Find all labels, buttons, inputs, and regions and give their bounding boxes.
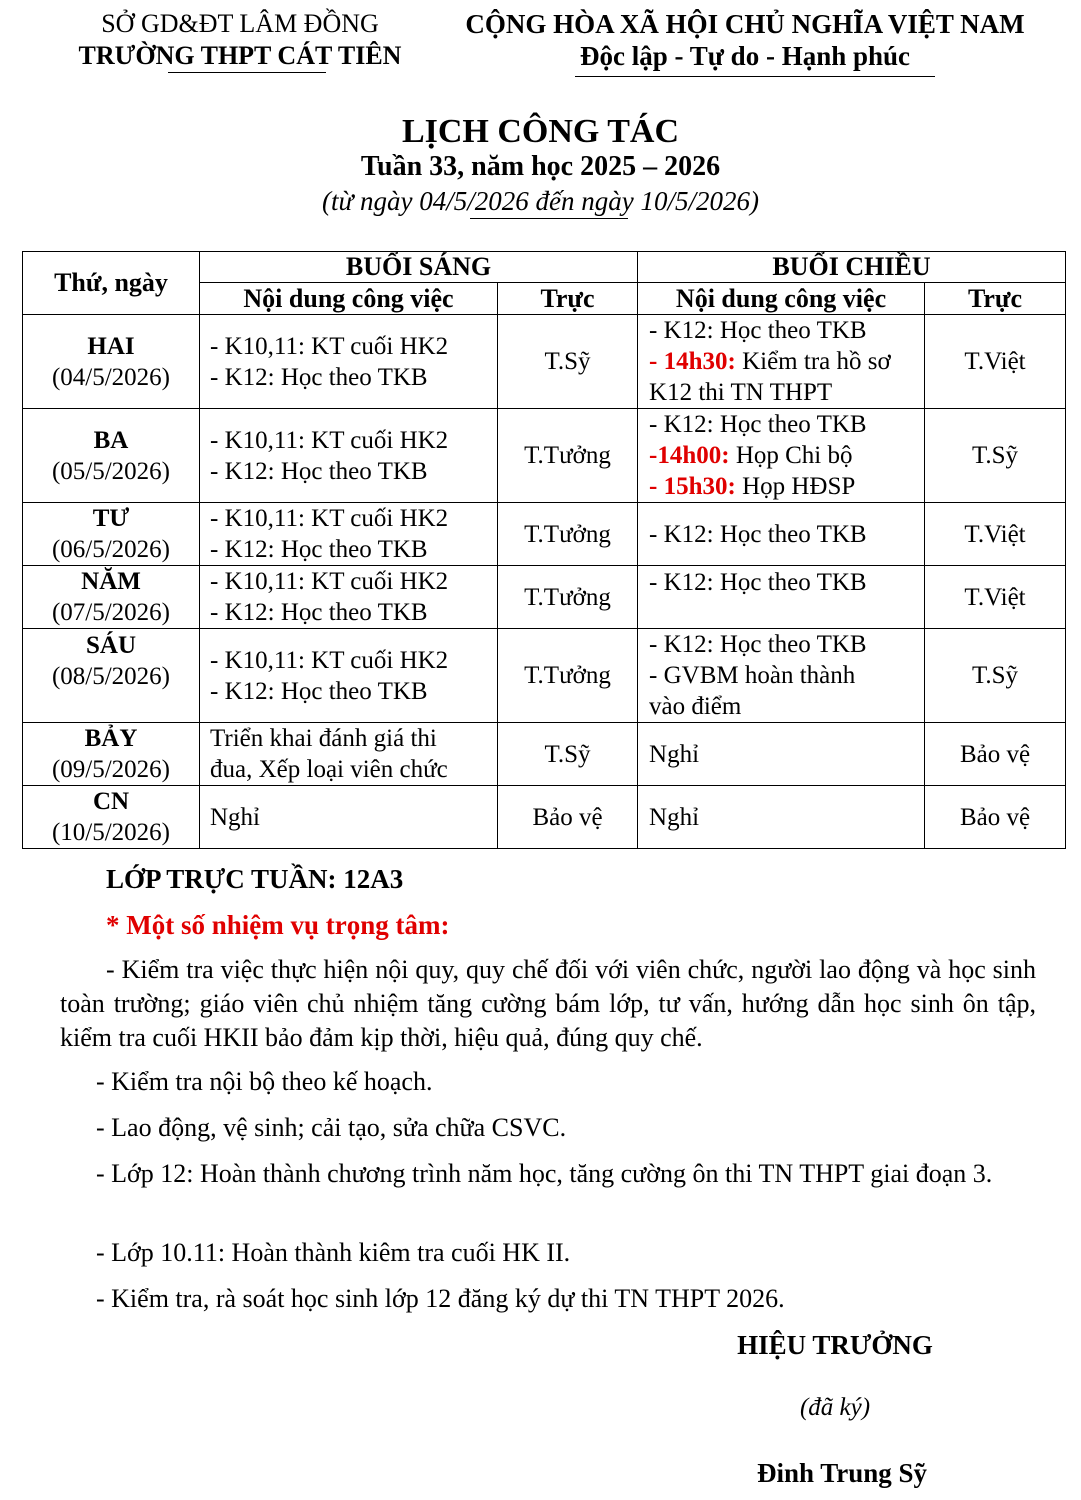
- national-motto: [440, 8, 1050, 72]
- column-header-afternoon: BUỔI CHIỀU: [638, 252, 1066, 283]
- time-highlight: -14h00:: [649, 442, 730, 469]
- afternoon-task: [649, 629, 924, 660]
- afternoon-duty-cell: Bảo vệ: [925, 723, 1066, 786]
- task-item: - Lao động, vệ sinh; cải tạo, sửa chữa CSVC.: [96, 1113, 567, 1142]
- school-name-underline: [168, 72, 326, 73]
- afternoon-duty-cell: T.Việt: [925, 566, 1066, 629]
- table-row: [23, 629, 1066, 723]
- morning-task: - K12: Học theo TKB: [210, 677, 428, 705]
- task-text: Nghỉ: [649, 740, 700, 768]
- morning-content-cell: [200, 629, 498, 723]
- time-highlight: - 15h30:: [649, 473, 736, 500]
- table-row: [23, 566, 1066, 629]
- morning-duty-cell: Bảo vệ: [498, 786, 638, 849]
- task-text: - K12: Học theo TKB: [649, 520, 867, 548]
- task-item: - Lớp 12: Hoàn thành chương trình năm học, tăng cường ôn thi TN THPT giai đoạn 3.: [96, 1159, 993, 1188]
- task-item: - Lớp 10.11: Hoàn thành kiêm tra cuối HK II.: [96, 1238, 571, 1267]
- task-text: - K12: Học theo TKB: [649, 631, 867, 658]
- day-cell: [23, 786, 200, 849]
- issuing-organization: [60, 8, 420, 72]
- morning-task: đua, Xếp loại viên chức: [210, 756, 448, 783]
- day-date: (05/5/2026): [51, 457, 171, 485]
- nation-name: CỘNG HÒA XÃ HỘI CHỦ NGHĨA VIỆT NAM: [465, 9, 1025, 39]
- task-text: - GVBM hoàn thành: [649, 662, 856, 689]
- morning-content-cell: [200, 503, 498, 566]
- day-name: CN: [92, 788, 130, 815]
- day-name: SÁU: [85, 632, 136, 659]
- motto: Độc lập - Tự do - Hạnh phúc: [579, 41, 911, 71]
- task-item: - Kiểm tra, rà soát học sinh lớp 12 đăng ký dự thi TN THPT 2026.: [96, 1284, 785, 1313]
- schedule-table: [22, 251, 1066, 849]
- morning-content-cell: [200, 786, 498, 849]
- task-text: vào điểm: [649, 693, 742, 720]
- task-text: Họp Chi bộ: [729, 442, 853, 469]
- date-range-underline: [470, 218, 628, 219]
- afternoon-task: [649, 409, 924, 440]
- afternoon-task: [649, 346, 924, 377]
- column-header-afternoon-duty: Trực: [925, 283, 1066, 315]
- afternoon-task: [649, 660, 924, 691]
- time-highlight: - 14h30:: [649, 348, 736, 375]
- school-name: TRƯỜNG THPT CÁT TIÊN: [78, 41, 402, 70]
- morning-task: - K10,11: KT cuối HK2: [210, 426, 449, 454]
- afternoon-content-cell: [638, 723, 925, 786]
- task-text: - K12: Học theo TKB: [649, 317, 867, 344]
- table-row: [23, 786, 1066, 849]
- column-header-afternoon-content: Nội dung công việc: [638, 283, 925, 315]
- afternoon-content-cell: [638, 786, 925, 849]
- morning-task: - K10,11: KT cuối HK2: [210, 646, 449, 674]
- table-row: [23, 409, 1066, 503]
- day-name: BA: [93, 426, 129, 454]
- afternoon-task: [649, 315, 924, 346]
- day-cell: [23, 629, 200, 723]
- signer-role: HIỆU TRƯỞNG: [737, 1330, 933, 1360]
- motto-underline: [575, 76, 935, 77]
- afternoon-task: [649, 519, 924, 550]
- morning-content-cell: [200, 723, 498, 786]
- signed-note: (đã ký): [799, 1394, 871, 1421]
- day-date: (06/5/2026): [51, 536, 171, 563]
- day-cell: [23, 723, 200, 786]
- task-text: Kiểm tra hồ sơ: [735, 348, 891, 375]
- week-title: Tuần 33, năm học 2025 – 2026: [360, 151, 721, 182]
- document-title: LỊCH CÔNG TÁC: [401, 113, 680, 150]
- afternoon-content-cell: [638, 566, 925, 629]
- task-text: Nghỉ: [649, 803, 700, 831]
- morning-task: - K12: Học theo TKB: [210, 457, 428, 485]
- morning-task: - K12: Học theo TKB: [210, 536, 428, 563]
- table-row: [23, 503, 1066, 566]
- afternoon-task: [649, 377, 924, 408]
- morning-duty-cell: T.Tưởng: [498, 503, 638, 566]
- column-header-day: Thứ, ngày: [23, 252, 200, 315]
- table-row: [23, 723, 1066, 786]
- department-name: SỞ GD&ĐT LÂM ĐỒNG: [101, 9, 379, 38]
- morning-task: - K10,11: KT cuối HK2: [210, 505, 449, 532]
- day-cell: [23, 566, 200, 629]
- day-date: (07/5/2026): [51, 599, 171, 626]
- morning-duty-cell: T.Tưởng: [498, 566, 638, 629]
- morning-task: Nghỉ: [210, 803, 260, 831]
- day-date: (08/5/2026): [51, 663, 171, 690]
- morning-content-cell: [200, 315, 498, 409]
- day-cell: [23, 409, 200, 503]
- afternoon-content-cell: [638, 503, 925, 566]
- day-cell: [23, 503, 200, 566]
- morning-duty-cell: T.Sỹ: [498, 315, 638, 409]
- morning-content-cell: [200, 409, 498, 503]
- afternoon-task: [649, 440, 924, 471]
- column-header-morning-duty: Trực: [498, 283, 638, 315]
- task-text: - K12: Học theo TKB: [649, 569, 867, 596]
- afternoon-task: [649, 739, 924, 770]
- morning-duty-cell: T.Tưởng: [498, 629, 638, 723]
- afternoon-duty-cell: T.Việt: [925, 503, 1066, 566]
- morning-task: Triển khai đánh giá thi: [210, 725, 437, 752]
- afternoon-content-cell: [638, 629, 925, 723]
- afternoon-content-cell: [638, 315, 925, 409]
- column-header-morning-content: Nội dung công việc: [200, 283, 498, 315]
- day-cell: [23, 315, 200, 409]
- afternoon-task: [649, 471, 924, 502]
- task-item: - Kiểm tra việc thực hiện nội quy, quy chế đối với viên chức, người lao động và học sinh toàn trường; giáo viên chủ nhiệm tăng cường bám lớp, tư vấn, hướng dẫn học sinh ôn tập, kiểm tra cuối HKII bảo đảm kịp thời, hiệu quả, đúng quy chế.: [60, 955, 1036, 1052]
- afternoon-duty-cell: T.Sỹ: [925, 629, 1066, 723]
- afternoon-duty-cell: T.Sỹ: [925, 409, 1066, 503]
- morning-task: - K12: Học theo TKB: [210, 599, 428, 626]
- day-name: TƯ: [92, 505, 130, 532]
- morning-task: - K12: Học theo TKB: [210, 363, 428, 391]
- morning-content-cell: [200, 566, 498, 629]
- day-name: HAI: [87, 332, 135, 360]
- day-date: (10/5/2026): [51, 819, 171, 846]
- task-text: Họp HĐSP: [735, 473, 856, 500]
- afternoon-content-cell: [638, 409, 925, 503]
- morning-duty-cell: T.Sỹ: [498, 723, 638, 786]
- afternoon-duty-cell: Bảo vệ: [925, 786, 1066, 849]
- task-text: - K12: Học theo TKB: [649, 411, 867, 438]
- tasks-heading: * Một số nhiệm vụ trọng tâm:: [106, 910, 450, 940]
- table-row: [23, 315, 1066, 409]
- column-header-morning: BUỔI SÁNG: [200, 252, 638, 283]
- day-date: (04/5/2026): [51, 363, 171, 391]
- afternoon-task: [649, 567, 924, 598]
- task-item: - Kiểm tra nội bộ theo kế hoạch.: [96, 1067, 433, 1096]
- duty-class: LỚP TRỰC TUẦN: 12A3: [106, 864, 404, 894]
- morning-task: - K10,11: KT cuối HK2: [210, 332, 449, 360]
- afternoon-task: [649, 802, 924, 833]
- afternoon-task: [649, 691, 924, 722]
- date-range: (từ ngày 04/5/2026 đến ngày 10/5/2026): [322, 186, 759, 216]
- afternoon-duty-cell: T.Việt: [925, 315, 1066, 409]
- morning-duty-cell: T.Tưởng: [498, 409, 638, 503]
- signer-name: Đinh Trung Sỹ: [756, 1458, 928, 1488]
- task-text: K12 thi TN THPT: [649, 379, 833, 406]
- morning-task: - K10,11: KT cuối HK2: [210, 568, 449, 595]
- day-date: (09/5/2026): [51, 756, 171, 783]
- day-name: NĂM: [81, 568, 141, 595]
- day-name: BẢY: [84, 725, 138, 752]
